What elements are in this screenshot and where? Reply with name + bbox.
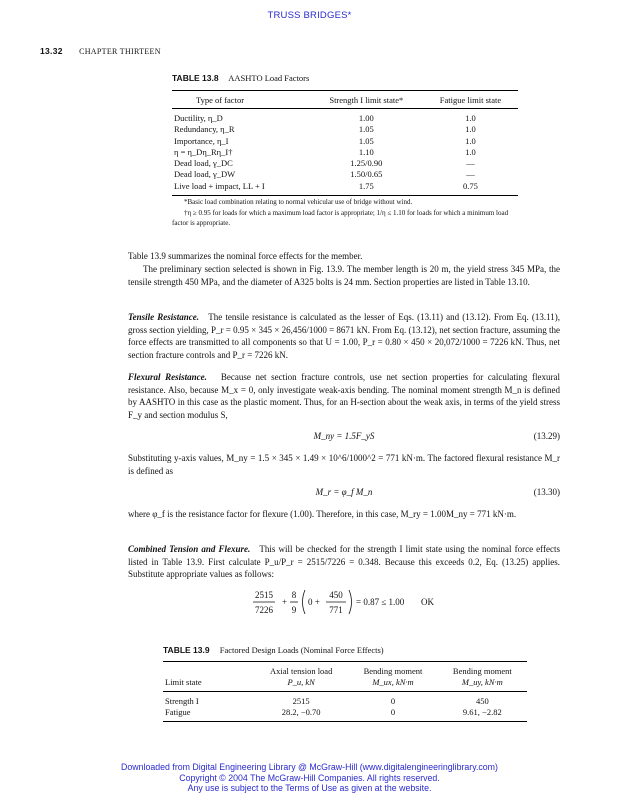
table-cell: 1.0 [465,113,476,123]
table-cell: 28.2, −0.70 [281,707,321,717]
table-footnote-1: *Basic load combination relating to normal vehicular use of bridge without wind. [184,198,413,206]
table-13-8-caption [172,73,309,83]
table-cell: 1.0 [465,135,476,146]
equation-13-30 [128,487,560,500]
paragraph-intro: Table 13.9 summarizes the nominal force effects for the member. [128,251,363,261]
column-header: M_ux, kN·m [348,677,437,692]
column-header: Bending moment [452,666,512,676]
paragraph-section: The preliminary section selected is shown in Fig. 13.9. The member length is 20 m, the yield stress 345 MPa, the tensile strength 450 MPa, and the diameter of A325 bolts is 24 mm. Section properties are listed in Table 13.10. [128,264,560,287]
table-cell: 1.05 [358,124,374,135]
table-13-9-title: Factored Design Loads (Nominal Force Effects) [219,645,384,655]
left-paren [303,590,306,614]
table-row [172,147,518,158]
tensile-text: The tensile resistance is calculated as the lesser of Eqs. (13.11) and (13.12). From Eq. (13.11), gross section yielding, P_r = 0.95 × 345 × 26,456/1000 = 8671 kN. From Eq. (13.12), net section fracture, assuming the force effects are transmitted to all components so that U = 1.00, P_r = 0.80 × 450 × 20,072/1000 = 7226 kN. Thus, net section fracture controls and P_r = 7226 kN. [128,312,560,360]
equation-number: (13.30) [533,487,560,497]
equation-expression: M_r = φ_f M_n [315,487,373,497]
paragraph-flexural [128,371,560,421]
equation-number: (13.29) [533,431,560,441]
table-footnote-2: †η ≥ 0.95 for loads for which a maximum load factor is appropriate; 1/η ≤ 1.10 for loads for which a minimum load factor is appropriate. [172,209,509,227]
table-cell: 1.00 [358,113,374,123]
heading-tensile-resistance: Tensile Resistance. [128,312,200,322]
column-header: Fatigue limit state [423,91,518,109]
table-row [172,158,518,169]
table-cell: 1.75 [358,180,374,191]
fraction-3-numerator: 450 [329,590,343,600]
right-paren [349,590,352,614]
footer-line-copyright: Copyright © 2004 The McGraw-Hill Companies. All rights reserved. [179,772,440,783]
table-13-8 [172,90,518,196]
chapter-title: CHAPTER THIRTEEN [79,47,161,56]
table-cell: — [466,158,475,169]
table-row [172,136,518,147]
column-header: Limit state [163,677,254,692]
fraction-3-denominator: 771 [329,605,343,615]
ok-label: OK [421,597,434,607]
table-cell: 1.25/0.90 [350,158,383,169]
equation-result: = 0.87 ≤ 1.00 [356,597,405,607]
table-cell: 450 [475,696,489,706]
table-cell: 1.05 [358,135,374,146]
interaction-check-equation [250,587,450,623]
fraction-1-denominator: 7226 [255,605,273,615]
table-cell: Redundancy, η_R [174,124,235,135]
paragraph-combined [128,543,560,581]
table-cell: Ductility, η_D [174,113,223,123]
table-row [172,109,518,125]
table-cell: 2515 [292,696,310,706]
top-banner: TRUSS BRIDGES* [267,10,352,21]
fraction-2-denominator: 9 [291,605,297,615]
table-cell: Dead load, γ_DW [174,169,236,180]
table-cell: η = η_Dη_Rη_I† [174,146,233,157]
page-number: 13.32 [40,46,63,56]
table-cell: 1.50/0.65 [350,169,383,180]
table-cell: 1.0 [465,146,476,157]
column-header [163,662,254,678]
table-row [172,124,518,135]
table-13-8-title: AASHTO Load Factors [228,73,310,83]
table-cell: 0 [390,696,396,706]
table-cell: 0 [390,707,396,717]
fraction-2-numerator: 8 [291,590,297,600]
table-13-9 [163,661,527,722]
table-row [163,692,527,708]
paragraph-substitution: Substituting y-axis values, M_ny = 1.5 × 345 × 1.49 × 10^6/1000^2 = 771 kN·m. The factored flexural resistance M_r is defined as [128,453,560,476]
table-13-9-caption [163,645,384,655]
table-row [172,181,518,196]
table-cell: 0.75 [463,180,478,191]
table-cell: Live load + impact, LL + I [174,180,265,191]
column-header: Strength I limit state* [310,91,423,109]
table-cell: Fatigue [165,707,191,717]
download-footer [0,762,619,794]
footer-line-source[interactable]: Downloaded from Digital Engineering Library @ McGraw-Hill (www.digitalengineeringlibrary.com) [121,762,498,772]
heading-flexural-resistance: Flexural Resistance. [128,372,207,382]
flexural-text: Because net section fracture controls, use net section properties for calculating flexural resistance. Also, because M_x = 0, only investigate weak-axis bending. The nominal moment strength M_n is defined by AASHTO in this case as the plastic moment. Thus, for an H-section about the weak axis, in terms of the yield stress F_y and section modulus S, [128,372,560,420]
paragraph-tensile [128,311,560,361]
table-row [172,169,518,180]
table-cell: Importance, η_I [174,135,229,146]
footer-line-terms: Any use is subject to the Terms of Use as given at the website. [187,783,432,793]
table-cell: Strength I [165,696,199,706]
column-header: Axial tension load [270,666,333,676]
equation-expression: M_ny = 1.5F_yS [313,431,375,441]
running-head [40,46,161,56]
table-cell: Dead load, γ_DC [174,158,233,169]
column-header: Type of factor [172,91,310,109]
zero-term: 0 + [308,597,320,607]
plus-sign: + [282,597,288,607]
equation-13-29 [128,431,560,444]
table-cell: 1.10 [358,146,374,157]
table-cell: 9.61, −2.82 [462,707,502,717]
combined-text: This will be checked for the strength I limit state using the nominal force effects listed in Table 13.9. First calculate P_u/P_r = 2515/7226 = 0.348. Because this exceeds 0.2, Eq. (13.25) applies. Substitute appropriate values as follows: [128,544,560,580]
heading-combined-tension-flexure: Combined Tension and Flexure. [128,544,251,554]
table-cell: 1.0 [465,124,476,135]
table-row [163,707,527,722]
table-13-8-number: TABLE 13.8 [172,73,219,83]
column-header: Bending moment [363,666,423,676]
table-13-9-number: TABLE 13.9 [163,645,210,655]
column-header: P_u, kN [254,677,348,692]
fraction-1-numerator: 2515 [255,590,273,600]
table-cell: — [466,169,475,180]
paragraph-where: where φ_f is the resistance factor for flexure (1.00). Therefore, in this case, M_ry = 1.00M_ny = 771 kN·m. [128,509,517,519]
column-header: M_uy, kN·m [438,677,527,692]
